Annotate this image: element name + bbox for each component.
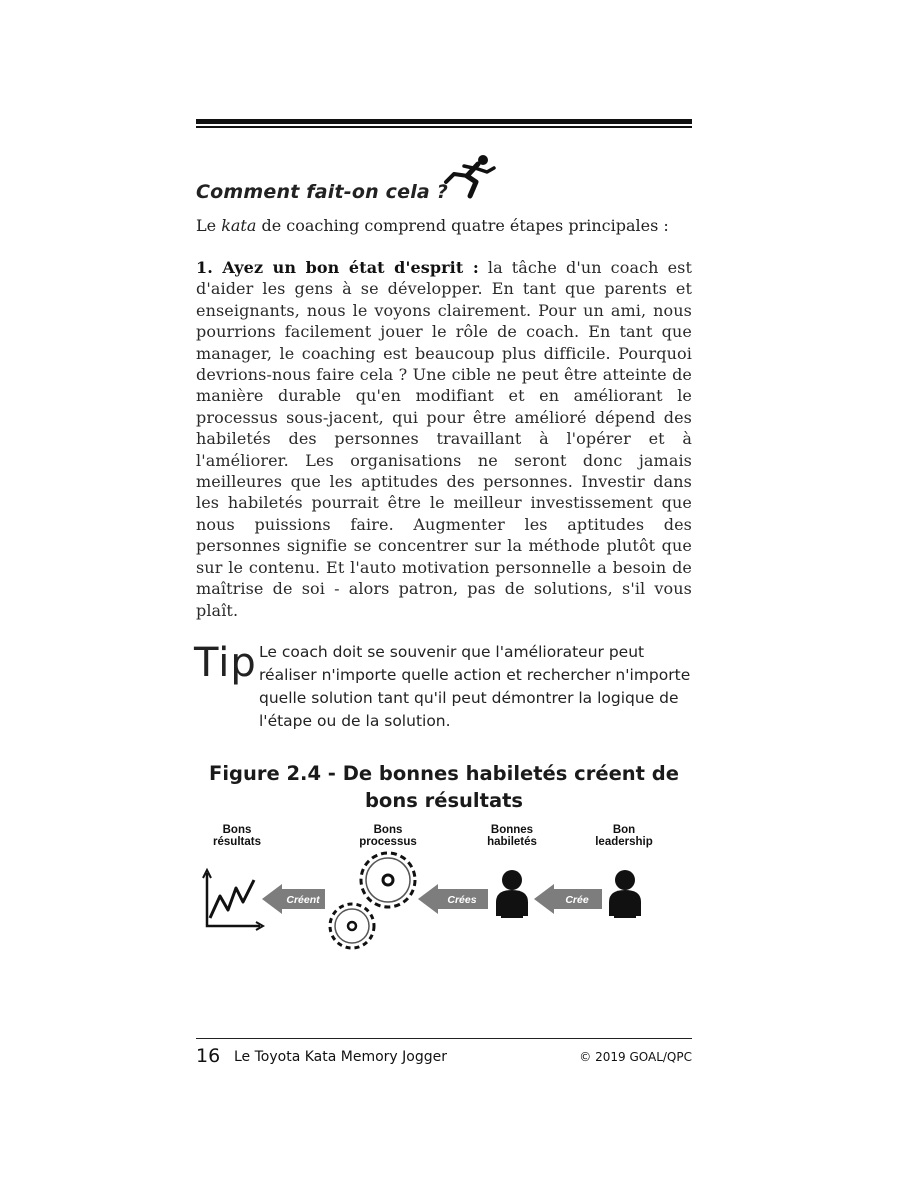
- label-skills-1: Bonnes: [490, 824, 534, 836]
- label-process-2: processus: [359, 836, 417, 848]
- page-number: 16: [196, 1045, 221, 1067]
- step-1-paragraph: [196, 257, 692, 621]
- label-results-2: résultats: [213, 836, 261, 848]
- section-heading: Comment fait-on cela ?: [196, 181, 448, 203]
- header-rule-bottom: [196, 126, 692, 128]
- kata-term: kata: [221, 216, 257, 235]
- runner-icon: [440, 152, 500, 202]
- gears-icon: [330, 853, 415, 948]
- figure-diagram: [190, 818, 660, 968]
- label-results-1: Bons: [222, 824, 252, 836]
- chart-icon: [203, 870, 263, 930]
- intro-line: Le kata de coaching comprend quatre étapes principales :: [196, 216, 669, 235]
- figure-title: Figure 2.4 - De bonnes habiletés créent de bons résultats: [209, 762, 679, 812]
- label-leadership-1: Bon: [612, 824, 636, 836]
- arrow-creent-label: Créent: [286, 894, 320, 906]
- person-icon: [496, 870, 528, 918]
- book-title: Le Toyota Kata Memory Jogger: [234, 1049, 447, 1065]
- footer-rule: [196, 1038, 692, 1039]
- tip-text: Le coach doit se souvenir que l'améliorateur peut réaliser n'importe quelle action et rechercher n'importe quelle solution tant qu'il peut démontrer la logique de l'étape ou de la solution.: [259, 643, 691, 730]
- header-rule-top: [196, 119, 692, 124]
- arrow-crees: [418, 884, 488, 914]
- person-icon: [609, 870, 641, 918]
- arrow-crees-label: Crées: [447, 894, 477, 906]
- label-leadership-2: leadership: [595, 836, 653, 848]
- label-skills-2: habiletés: [487, 836, 537, 848]
- arrow-cree-label: Crée: [565, 894, 589, 906]
- step-1-text: la tâche d'un coach est d'aider les gens à se développer. En tant que parents et enseignants, nous le voyons clairement. Pour un ami, nous pourrions facilement jouer le rôle de coach. En tant que manager, le coaching est beaucoup plus difficile. Pourquoi devrions-nous faire cela ? Une cible ne peut être atteinte de manière durable qu'en modifiant et en améliorant le processus sous-jacent, qui pour être amélioré dépend des habiletés des personnes travaillant à l'opérer et à l'améliorer. Les organisations ne seront donc jamais meilleures que les aptitudes des personnes. Investir dans les habiletés pourrait être le meilleur investissement que nous puissions faire. Augmenter les aptitudes des personnes signifie se concentrer sur la méthode plutôt que sur le contenu. Et l'auto motivation personnelle a besoin de maîtrise de soi - alors patron, pas de solutions, s'il vous plaît.: [196, 258, 692, 620]
- step-1-label: 1. Ayez un bon état d'esprit :: [196, 258, 479, 277]
- copyright: © 2019 GOAL/QPC: [579, 1050, 692, 1064]
- arrow-cree: [534, 884, 602, 914]
- label-process-1: Bons: [373, 824, 403, 836]
- arrow-creent: [262, 884, 325, 914]
- tip-label: Tip: [194, 640, 257, 686]
